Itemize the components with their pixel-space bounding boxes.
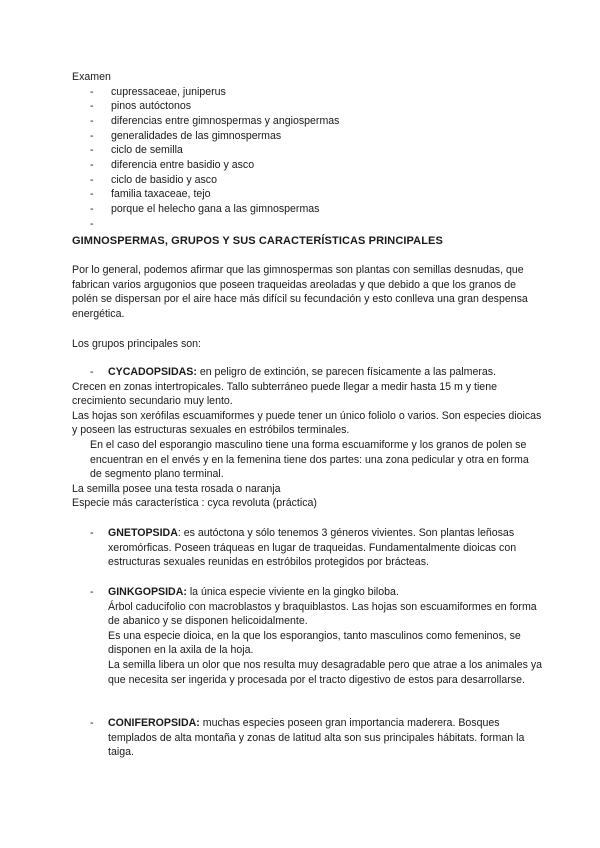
exam-section bbox=[72, 70, 542, 231]
list-item bbox=[90, 217, 542, 232]
list-item: - diferencia entre basidio y asco bbox=[90, 158, 542, 173]
list-dash: - bbox=[90, 586, 94, 598]
list-item: - ciclo de basidio y asco bbox=[90, 173, 542, 188]
group-gnetopsida-name: GNETOPSIDA bbox=[108, 527, 178, 539]
group-ginkgopsida-p2: Es una especie dioica, en la que los esporangios, tanto masculinos como femeninos, se disponen en la axila de la hoja. bbox=[108, 629, 521, 657]
list-item: - cupressaceae, juniperus bbox=[90, 85, 542, 100]
group-cycadopsidas-p1: Crecen en zonas intertropicales. Tallo subterráneo puede llegar a medir hasta 15 m y tiene crecimiento secundario muy lento. bbox=[72, 380, 497, 408]
exam-title: Examen bbox=[72, 71, 111, 83]
group-cycadopsidas-first-line bbox=[72, 365, 542, 380]
groups-intro: Los grupos principales son: bbox=[72, 338, 201, 350]
group-gnetopsida bbox=[72, 526, 542, 570]
group-cycadopsidas-p5: Especie más característica : cyca revoluta (práctica) bbox=[72, 497, 317, 510]
group-ginkgopsida bbox=[72, 585, 542, 687]
intro-paragraph: Por lo general, podemos afirmar que las gimnospermas son plantas con semillas desnudas, que fabrican varios argugonios que poseen traqueidas areoladas y que debido a que los granos de polén se dispersan por el aire hace más difícil su fecundación y esto conlleva una gran despensa energética. bbox=[72, 264, 528, 320]
group-cycadopsidas-name: CYCADOPSIDAS: bbox=[108, 366, 197, 378]
list-item: - porque el helecho gana a las gimnospermas bbox=[90, 202, 542, 217]
exam-topic-list bbox=[90, 85, 542, 232]
group-ginkgopsida-p3: La semilla libera un olor que nos resulta muy desagradable pero que atrae a los animales ya que necesita ser ingerida y procesada por el tracto digestivo de estos para desarrollarse. bbox=[108, 658, 543, 686]
group-cycadopsidas bbox=[72, 365, 542, 511]
list-dash: - bbox=[90, 527, 94, 539]
group-cycadopsidas-p4: La semilla posee una testa rosada o naranja bbox=[72, 482, 281, 495]
group-coniferopsida-name: CONIFEROPSIDA: bbox=[108, 717, 200, 729]
list-item: - diferencias entre gimnospermas y angiospermas bbox=[90, 114, 542, 129]
group-cycadopsidas-p3: En el caso del esporangio masculino tiene una forma escuamiforme y los granos de polen se encuentran en el envés y en la femenina tiene dos partes: una zona pedicular y otra en forma de segmento plano terminal. bbox=[90, 438, 529, 481]
group-coniferopsida bbox=[72, 716, 542, 760]
list-item: - ciclo de semilla bbox=[90, 143, 542, 158]
group-cycadopsidas-p2: Las hojas son xerófilas escuamiformes y puede tener un único foliolo o varios. Son especies dioicas y poseen las estructuras sexuales en estróbilos terminales. bbox=[72, 409, 542, 437]
list-item: - familia taxaceae, tejo bbox=[90, 187, 542, 202]
group-ginkgopsida-first: la única especie viviente en la gingko biloba. bbox=[186, 586, 399, 598]
list-dash: - bbox=[90, 717, 94, 729]
list-dash: - bbox=[90, 366, 94, 378]
list-item: - pinos autóctonos bbox=[90, 99, 542, 114]
group-ginkgopsida-name: GINKGOPSIDA: bbox=[108, 586, 187, 598]
group-cycadopsidas-text: en peligro de extinción, se parecen físicamente a las palmeras. bbox=[196, 366, 497, 378]
group-coniferopsida-text: muchas especies poseen gran importancia maderera. Bosques templados de alta montaña y zonas de latitud alta son sus principales hábitats. forman la taiga. bbox=[108, 717, 525, 759]
section-heading: GIMNOSPERMAS, GRUPOS Y SUS CARACTERÍSTICAS PRINCIPALES bbox=[72, 235, 443, 247]
list-item: - generalidades de las gimnospermas bbox=[90, 129, 542, 144]
group-gnetopsida-text: : es autóctona y sólo tenemos 3 géneros vivientes. Son plantas leñosas xeromórficas. Poseen tráqueas en lugar de traqueidas. Fundamentalmente dioicas con estructuras sexuales reunidas en estróbilos protegidos por brácteas. bbox=[108, 527, 517, 569]
group-ginkgopsida-p1: Árbol caducifolio con macroblastos y braquiblastos. Las hojas son escuamiformes en forma de abanico y se disponen helicoidalmente. bbox=[108, 600, 537, 628]
